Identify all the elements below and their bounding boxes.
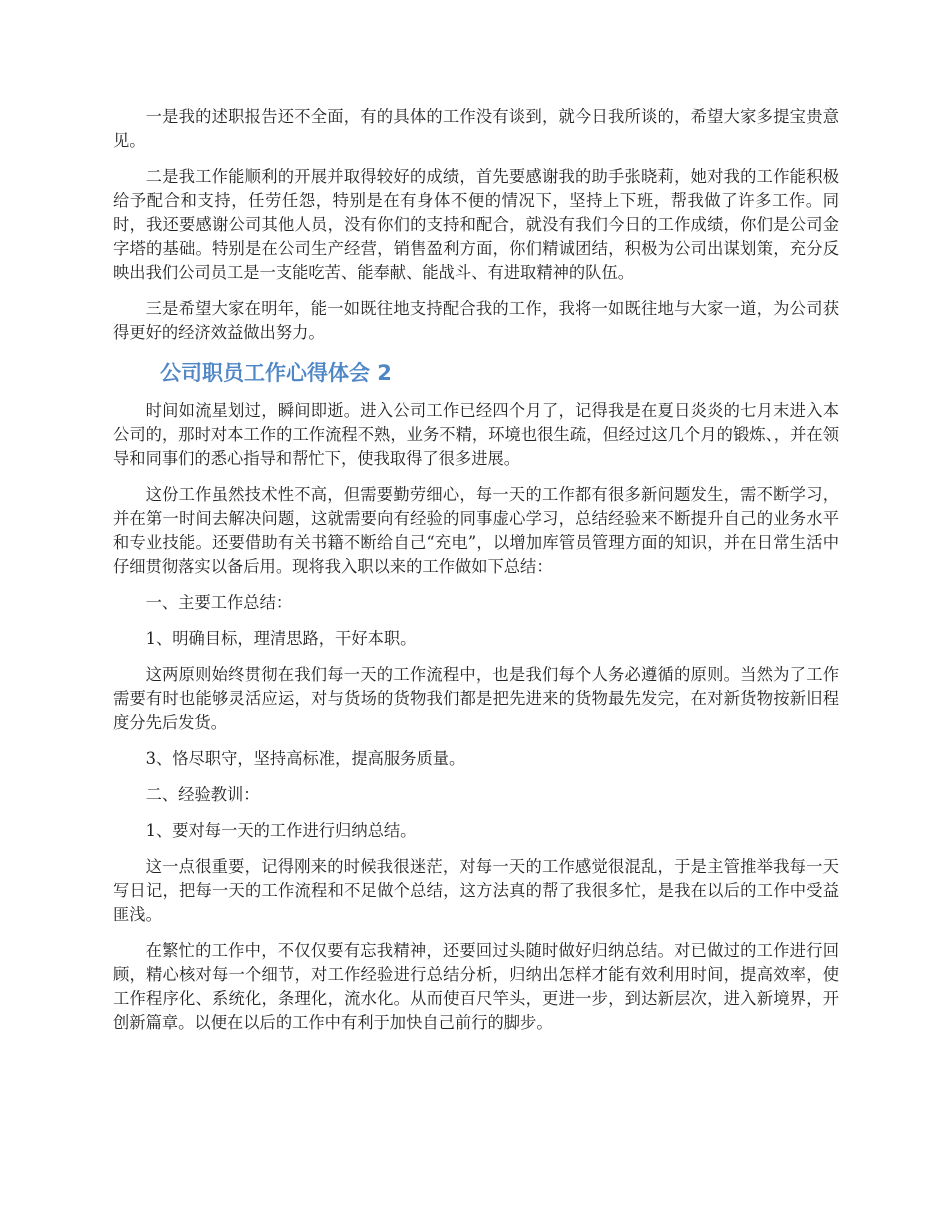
paragraph-8: 在繁忙的工作中，不仅仅要有忘我精神，还要回过头随时做好归纳总结。对已做过的工作进行回顾，精心核对每一个细节，对工作经验进行总结分析，归纳出怎样才能有效利用时间，提高效率，使工作程序化、系统化，条理化，流水化。从而使百尺竿头，更进一步，到达新层次，进入新境界，开创新篇章。以便在以后的工作中有利于加快自己前行的脚步。 <box>113 941 839 1032</box>
list-item-3: 3、恪尽职守，坚持高标准，提高服务质量。 <box>145 749 466 768</box>
document-page <box>113 105 839 1047</box>
paragraph-3: 三是希望大家在明年，能一如既往地支持配合我的工作，我将一如既往地与大家一道，为公司获得更好的经济效益做出努力。 <box>113 299 839 342</box>
list-heading-lessons: 二、经验教训： <box>145 785 260 804</box>
paragraph-4: 时间如流星划过，瞬间即逝。进入公司工作已经四个月了，记得我是在夏日炎炎的七月末进入本公司的，那时对本工作的工作流程不熟，业务不精，环境也很生疏，但经过这几个月的锻炼、，并在领导和同事们的悉心指导和帮忙下，使我取得了很多进展。 <box>113 401 839 468</box>
paragraph-7: 这一点很重要，记得刚来的时候我很迷茫，对每一天的工作感觉很混乱，于是主管推举我每一天写日记，把每一天的工作流程和不足做个总结，这方法真的帮了我很多忙，是我在以后的工作中受益匪浅。 <box>113 857 839 924</box>
paragraph-6: 这两原则始终贯彻在我们每一天的工作流程中，也是我们每个人务必遵循的原则。当然为了工作需要有时也能够灵活应运，对与货场的货物我们都是把先进来的货物最先发完，在对新货物按新旧程度分先后发货。 <box>113 665 839 732</box>
section-heading: 公司职员工作心得体会 2 <box>160 361 392 385</box>
list-item-lesson-1: 1、要对每一天的工作进行归纳总结。 <box>145 821 417 840</box>
list-item-1: 1、明确目标，理清思路，干好本职。 <box>145 629 417 648</box>
paragraph-2: 二是我工作能顺利的开展并取得较好的成绩，首先要感谢我的助手张晓莉，她对我的工作能积极给予配合和支持，任劳任怨，特别是在有身体不便的情况下，坚持上下班，帮我做了许多工作。同时，我还要感谢公司其他人员，没有你们的支持和配合，就没有我们今日的工作成绩，你们是公司金字塔的基础。特别是在公司生产经营，销售盈利方面，你们精诚团结，积极为公司出谋划策，充分反映出我们公司员工是一支能吃苦、能奉献、能战斗、有进取精神的队伍。 <box>113 167 839 282</box>
paragraph-1: 一是我的述职报告还不全面，有的具体的工作没有谈到，就今日我所谈的，希望大家多提宝贵意见。 <box>113 107 839 150</box>
list-heading-main-work: 一、主要工作总结： <box>145 593 293 612</box>
paragraph-5: 这份工作虽然技术性不高，但需要勤劳细心，每一天的工作都有很多新问题发生，需不断学习，并在第一时间去解决问题，这就需要向有经验的同事虚心学习，总结经验来不断提升自己的业务水平和专业技能。还要借助有关书籍不断给自己“充电”，以增加库管员管理方面的知识，并在日常生活中仔细贯彻落实以备后用。现将我入职以来的工作做如下总结： <box>113 485 839 576</box>
